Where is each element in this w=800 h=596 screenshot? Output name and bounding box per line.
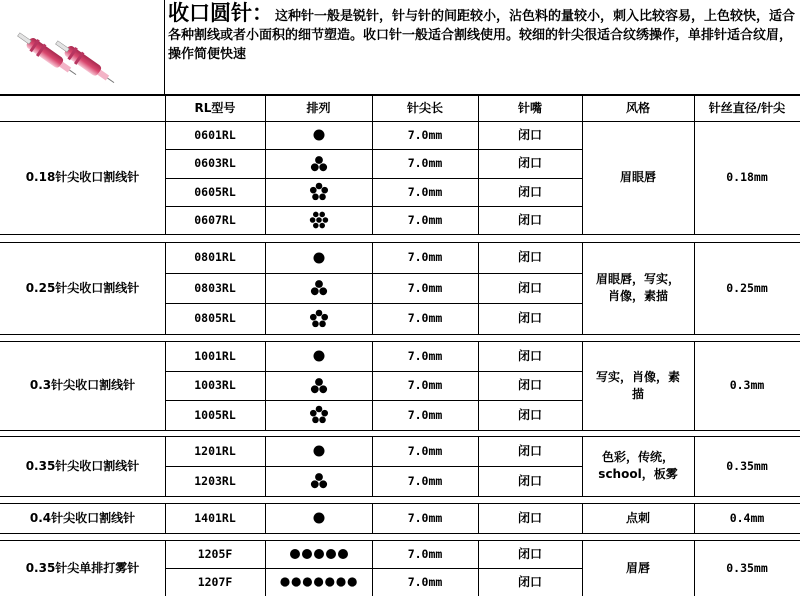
column-divider [372, 96, 373, 121]
needle-dot [302, 577, 311, 586]
group-divider [0, 430, 800, 431]
pattern-cell [265, 121, 372, 149]
group-style: 点刺 [625, 510, 650, 525]
needle-pattern-icon [308, 153, 330, 175]
needle-dot [309, 313, 316, 320]
tip-cell: 闭口 [517, 473, 542, 488]
tip-cell: 闭口 [517, 250, 542, 264]
needle-dot [319, 194, 326, 201]
row-divider [165, 303, 582, 304]
needle-dot [326, 549, 336, 559]
group-style: 眉唇 [625, 560, 650, 575]
length-cell: 7.0mm [407, 510, 443, 525]
needle-pattern-icon [308, 404, 330, 426]
column-divider [372, 436, 373, 496]
needle-dot [314, 577, 323, 586]
needle-dot [314, 549, 324, 559]
row-divider [165, 400, 582, 401]
pattern-cell [265, 273, 372, 303]
model-cell: 1207F [197, 574, 233, 589]
needle-dot [321, 410, 328, 417]
column-divider [694, 96, 695, 121]
pattern-cell [265, 206, 372, 234]
column-divider [694, 121, 695, 234]
pattern-cell [265, 436, 372, 466]
group-diameter: 0.4mm [729, 510, 765, 525]
column-divider [372, 121, 373, 234]
pattern-cell [265, 540, 372, 568]
column-divider [478, 436, 479, 496]
column-divider [372, 341, 373, 430]
tip-cell: 闭口 [517, 156, 542, 170]
column-divider [478, 242, 479, 334]
header-title: 收口圆针： [168, 1, 273, 25]
needle-dot [309, 410, 316, 417]
needle-dot [312, 194, 319, 201]
needle-pattern-icon [308, 470, 330, 492]
needle-dot [319, 417, 326, 424]
tip-cell: 闭口 [517, 127, 542, 142]
needle-dot [312, 417, 319, 424]
pattern-cell [265, 503, 372, 533]
model-cell: 0603RL [194, 156, 236, 170]
group-name: 0.35针尖单排打雾针 [25, 560, 140, 575]
pattern-cell [265, 149, 372, 178]
model-cell: 1203RL [194, 473, 236, 488]
column-header: 针嘴 [517, 101, 542, 115]
group-divider [0, 334, 800, 335]
tip-cell: 闭口 [517, 280, 542, 295]
tip-cell: 闭口 [517, 348, 542, 363]
length-cell: 7.0mm [407, 574, 443, 589]
needle-dot [310, 163, 318, 171]
column-divider [582, 96, 583, 121]
tip-cell: 闭口 [517, 212, 542, 227]
row-divider [165, 466, 582, 467]
model-cell: 0605RL [194, 184, 236, 199]
needle-dot [319, 480, 327, 488]
length-cell: 7.0mm [407, 546, 443, 561]
needle-dot [312, 320, 319, 327]
row-divider [165, 371, 582, 372]
needle-pattern-icon [308, 181, 330, 203]
group-name: 0.18针尖收口割线针 [25, 170, 140, 184]
needle-dot [313, 130, 324, 141]
needle-dot [280, 577, 289, 586]
needle-pattern-icon [308, 440, 330, 462]
group-diameter: 0.18mm [726, 170, 768, 184]
tip-cell: 闭口 [517, 311, 542, 325]
column-divider [478, 96, 479, 121]
needle-dot [319, 385, 327, 393]
length-cell: 7.0mm [407, 473, 443, 488]
needle-dot [310, 385, 318, 393]
needle-dot [319, 287, 327, 295]
length-cell: 7.0mm [407, 443, 443, 458]
column-divider [165, 242, 166, 334]
length-cell: 7.0mm [407, 378, 443, 392]
length-cell: 7.0mm [407, 311, 443, 325]
needle-dot [310, 480, 318, 488]
needle-dot [347, 577, 356, 586]
group-name: 0.4针尖收口割线针 [29, 510, 136, 525]
pattern-cell [265, 371, 372, 400]
pattern-cell [265, 303, 372, 334]
column-divider [582, 503, 583, 533]
needle-pattern-icon [308, 124, 330, 146]
needle-dot [315, 309, 322, 316]
column-header: 针丝直径/针尖 [708, 101, 786, 115]
group-divider [0, 533, 800, 534]
model-cell: 0801RL [194, 250, 236, 264]
needle-dot [315, 378, 323, 386]
column-divider [582, 436, 583, 496]
group-name: 0.25针尖收口割线针 [25, 280, 140, 295]
needle-dot [336, 577, 345, 586]
needle-dot [315, 406, 322, 413]
needle-pattern-icon [279, 575, 359, 589]
needle-dot [315, 156, 323, 164]
column-divider [165, 436, 166, 496]
pattern-cell [265, 178, 372, 206]
needle-dot [325, 577, 334, 586]
column-divider [694, 242, 695, 334]
column-divider [372, 540, 373, 596]
length-cell: 7.0mm [407, 184, 443, 199]
needle-dot [315, 473, 323, 481]
column-divider [165, 540, 166, 596]
length-cell: 7.0mm [407, 127, 443, 142]
column-divider [165, 96, 166, 121]
group-divider [0, 234, 800, 235]
needle-dot [319, 212, 325, 218]
column-divider [582, 242, 583, 334]
header-description: 这种针一般是锐针，针与针的间距较小，沾色料的量较小，刺入比较容易，上色较快，适合各种割线或者小面积的细节塑造。收口针一般适合割线使用。较细的针尖很适合纹绣操作，单排针适合纹眉，操作简便快速 [168, 9, 796, 62]
pattern-cell [265, 400, 372, 430]
column-header: 风格 [625, 101, 650, 115]
tip-cell: 闭口 [517, 546, 542, 561]
group-style: 写实，肖像，素描 [595, 369, 680, 401]
needle-dot [315, 280, 323, 288]
column-divider [694, 436, 695, 496]
pattern-cell [265, 242, 372, 273]
length-cell: 7.0mm [407, 407, 443, 422]
group-style: 眉眼唇 [619, 170, 656, 184]
column-divider [694, 540, 695, 596]
pattern-cell [265, 341, 372, 371]
length-cell: 7.0mm [407, 250, 443, 264]
needle-pattern-icon [308, 277, 330, 299]
tip-cell: 闭口 [517, 510, 542, 525]
model-cell: 1205F [197, 546, 233, 561]
column-divider [478, 503, 479, 533]
tip-cell: 闭口 [517, 184, 542, 199]
needle-dot [290, 549, 300, 559]
column-divider [265, 503, 266, 533]
needle-dot [316, 217, 322, 223]
model-cell: 1005RL [194, 407, 236, 422]
length-cell: 7.0mm [407, 348, 443, 363]
group-diameter: 0.35mm [726, 458, 768, 473]
group-diameter: 0.35mm [726, 560, 768, 575]
group-name: 0.3针尖收口割线针 [29, 378, 136, 392]
column-divider [694, 341, 695, 430]
needle-dot [313, 212, 319, 218]
needle-dot [309, 187, 316, 194]
group-name: 0.35针尖收口割线针 [25, 458, 140, 473]
needle-dot [313, 223, 319, 229]
needle-dot [319, 163, 327, 171]
needle-pattern-icon [289, 547, 349, 561]
pattern-cell [265, 466, 372, 496]
row-divider [165, 178, 582, 179]
model-cell: 0607RL [194, 212, 236, 227]
column-divider [694, 503, 695, 533]
column-divider [265, 436, 266, 496]
needle-dot [302, 549, 312, 559]
length-cell: 7.0mm [407, 212, 443, 227]
needle-dot [291, 577, 300, 586]
model-cell: 0805RL [194, 311, 236, 325]
tip-cell: 闭口 [517, 443, 542, 458]
column-divider [265, 96, 266, 121]
needle-pattern-icon [308, 375, 330, 397]
column-divider [265, 242, 266, 334]
needle-dot [310, 287, 318, 295]
column-divider [478, 341, 479, 430]
model-cell: 0601RL [194, 127, 236, 142]
group-diameter: 0.3mm [729, 378, 765, 392]
row-divider [165, 273, 582, 274]
needle-dot [313, 446, 324, 457]
column-divider [582, 121, 583, 234]
needle-pattern-icon [308, 308, 330, 330]
column-divider [372, 503, 373, 533]
length-cell: 7.0mm [407, 280, 443, 295]
group-style: 眉眼唇，写实，肖像，素描 [595, 272, 680, 303]
length-cell: 7.0mm [407, 156, 443, 170]
needle-dot [313, 252, 324, 263]
model-cell: 1001RL [194, 348, 236, 363]
pattern-cell [265, 568, 372, 596]
column-divider [165, 341, 166, 430]
tip-cell: 闭口 [517, 407, 542, 422]
needle-pattern-icon [308, 507, 330, 529]
column-divider [265, 341, 266, 430]
model-cell: 1401RL [194, 510, 236, 525]
group-style: 色彩，传统，school，板雾 [598, 450, 678, 481]
needle-dot [338, 549, 348, 559]
column-header: RL型号 [194, 101, 236, 115]
column-divider [372, 242, 373, 334]
column-divider [265, 121, 266, 234]
tip-cell: 闭口 [517, 378, 542, 392]
row-divider [165, 568, 582, 569]
needle-dot [315, 183, 322, 190]
needle-pattern-icon [308, 345, 330, 367]
model-cell: 1003RL [194, 378, 236, 392]
needle-dot [319, 223, 325, 229]
needle-dot [321, 313, 328, 320]
column-divider [478, 540, 479, 596]
needle-pattern-icon [308, 209, 330, 231]
column-divider [582, 341, 583, 430]
column-divider [265, 540, 266, 596]
model-cell: 0803RL [194, 280, 236, 295]
model-cell: 1201RL [194, 443, 236, 458]
row-divider [165, 206, 582, 207]
needle-pattern-icon [308, 247, 330, 269]
needle-dot [322, 217, 328, 223]
column-divider [165, 121, 166, 234]
column-divider [582, 540, 583, 596]
column-header: 针尖长 [406, 101, 443, 115]
needle-dot [313, 351, 324, 362]
row-divider [165, 149, 582, 150]
needle-dot [321, 187, 328, 194]
column-divider [478, 121, 479, 234]
column-header: 排列 [306, 101, 331, 115]
needle-dot [319, 320, 326, 327]
tip-cell: 闭口 [517, 574, 542, 589]
needle-dot [313, 513, 324, 524]
group-diameter: 0.25mm [726, 280, 768, 295]
column-divider [165, 503, 166, 533]
group-divider [0, 496, 800, 497]
needle-dot [309, 217, 315, 223]
